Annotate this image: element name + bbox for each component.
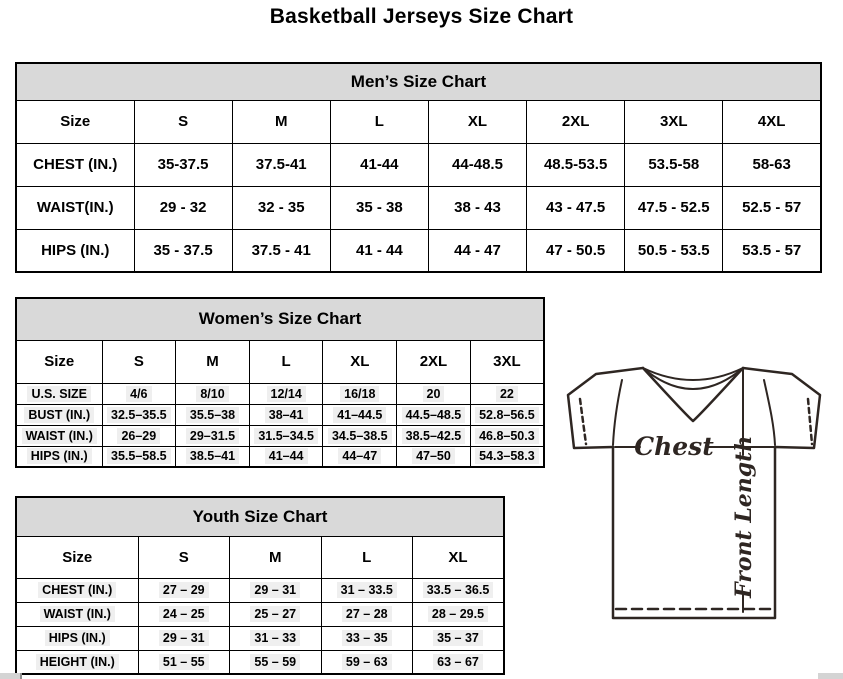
- size-value-cell: 22: [470, 383, 544, 404]
- size-value-cell: 31 – 33.5: [321, 578, 413, 602]
- size-value-cell: 38–41: [249, 404, 323, 425]
- size-value-cell: 59 – 63: [321, 650, 413, 674]
- chart-header-row: [16, 100, 821, 143]
- row-label: U.S. SIZE: [16, 383, 102, 404]
- chart-title-row: [16, 298, 544, 340]
- size-value-cell: 32 - 35: [232, 186, 330, 229]
- size-value-cell: 4/6: [102, 383, 176, 404]
- size-value-cell: 44–47: [323, 446, 397, 467]
- size-value-cell: 54.3–58.3: [470, 446, 544, 467]
- column-header: S: [134, 100, 232, 143]
- right-armhole-seam: [764, 380, 775, 445]
- size-value-cell: 26–29: [102, 425, 176, 446]
- size-value-cell: 37.5 - 41: [232, 229, 330, 272]
- chart-title-row: [16, 497, 504, 536]
- jersey-outline-drawing: [558, 358, 840, 626]
- size-value-cell: 38.5–42.5: [397, 425, 471, 446]
- size-value-cell: 50.5 - 53.5: [625, 229, 723, 272]
- row-label: HIPS (IN.): [16, 229, 134, 272]
- column-header: Size: [16, 100, 134, 143]
- size-value-cell: 28 – 29.5: [413, 602, 505, 626]
- size-value-cell: 41–44: [249, 446, 323, 467]
- size-value-cell: 47.5 - 52.5: [625, 186, 723, 229]
- front-length-label: Front Length: [731, 435, 757, 598]
- page-title: Basketball Jerseys Size Chart: [269, 5, 574, 28]
- chest-label: Chest: [634, 432, 714, 461]
- size-value-cell: 63 – 67: [413, 650, 505, 674]
- size-value-cell: 44.5–48.5: [397, 404, 471, 425]
- jersey-diagram: [558, 358, 840, 626]
- size-value-cell: 12/14: [249, 383, 323, 404]
- chart-title: Women’s Size Chart: [16, 298, 544, 340]
- size-value-cell: 31 – 33: [230, 626, 322, 650]
- chart-data-row: [16, 578, 504, 602]
- size-value-cell: 25 – 27: [230, 602, 322, 626]
- size-value-cell: 51 – 55: [138, 650, 230, 674]
- row-label: CHEST (IN.): [16, 143, 134, 186]
- left-armhole-seam: [613, 380, 622, 445]
- chart-data-row: [16, 383, 544, 404]
- row-label: HIPS (IN.): [16, 446, 102, 467]
- row-label: HIPS (IN.): [16, 626, 138, 650]
- column-header: Size: [16, 340, 102, 383]
- size-value-cell: 34.5–38.5: [323, 425, 397, 446]
- chart-data-row: [16, 186, 821, 229]
- size-value-cell: 41–44.5: [323, 404, 397, 425]
- size-value-cell: 33.5 – 36.5: [413, 578, 505, 602]
- column-header: 3XL: [470, 340, 544, 383]
- column-header: XL: [428, 100, 526, 143]
- chart-header-row: [16, 536, 504, 578]
- size-value-cell: 27 – 28: [321, 602, 413, 626]
- size-value-cell: 8/10: [176, 383, 250, 404]
- size-value-cell: 35 - 37.5: [134, 229, 232, 272]
- chart-data-row: [16, 404, 544, 425]
- size-value-cell: 29 – 31: [230, 578, 322, 602]
- row-label: BUST (IN.): [16, 404, 102, 425]
- size-value-cell: 44 - 47: [428, 229, 526, 272]
- column-header: M: [232, 100, 330, 143]
- youth-size-chart-table: [15, 496, 505, 675]
- left-sleeve-outline: [568, 368, 643, 448]
- column-header: 2XL: [527, 100, 625, 143]
- chart-data-row: [16, 602, 504, 626]
- column-header: XL: [323, 340, 397, 383]
- size-value-cell: 44-48.5: [428, 143, 526, 186]
- womens-size-chart-table: [15, 297, 545, 468]
- size-value-cell: 32.5–35.5: [102, 404, 176, 425]
- size-value-cell: 53.5-58: [625, 143, 723, 186]
- chart-data-row: [16, 143, 821, 186]
- size-value-cell: 24 – 25: [138, 602, 230, 626]
- row-label: HEIGHT (IN.): [16, 650, 138, 674]
- column-header: L: [249, 340, 323, 383]
- column-header: L: [330, 100, 428, 143]
- row-label: WAIST (IN.): [16, 425, 102, 446]
- size-value-cell: 35 - 38: [330, 186, 428, 229]
- size-value-cell: 41-44: [330, 143, 428, 186]
- size-value-cell: 48.5-53.5: [527, 143, 625, 186]
- chart-title: Youth Size Chart: [16, 497, 504, 536]
- size-value-cell: 52.8–56.5: [470, 404, 544, 425]
- size-value-cell: 35.5–58.5: [102, 446, 176, 467]
- size-value-cell: 16/18: [323, 383, 397, 404]
- size-value-cell: 52.5 - 57: [723, 186, 821, 229]
- column-header: S: [138, 536, 230, 578]
- row-label: CHEST (IN.): [16, 578, 138, 602]
- mens-size-chart-table: [15, 62, 822, 273]
- size-value-cell: 35.5–38: [176, 404, 250, 425]
- size-value-cell: 58-63: [723, 143, 821, 186]
- column-header: Size: [16, 536, 138, 578]
- column-header: M: [230, 536, 322, 578]
- left-cuff-dashed-seam: [580, 399, 586, 444]
- chart-data-row: [16, 650, 504, 674]
- chart-data-row: [16, 626, 504, 650]
- size-value-cell: 53.5 - 57: [723, 229, 821, 272]
- size-value-cell: 31.5–34.5: [249, 425, 323, 446]
- horizontal-scrollbar-fragment-right[interactable]: [818, 673, 843, 679]
- chart-data-row: [16, 446, 544, 467]
- size-value-cell: 41 - 44: [330, 229, 428, 272]
- size-value-cell: 43 - 47.5: [527, 186, 625, 229]
- size-value-cell: 46.8–50.3: [470, 425, 544, 446]
- size-value-cell: 35 – 37: [413, 626, 505, 650]
- size-value-cell: 20: [397, 383, 471, 404]
- chart-title-row: [16, 63, 821, 100]
- size-value-cell: 27 – 29: [138, 578, 230, 602]
- size-value-cell: 47–50: [397, 446, 471, 467]
- right-cuff-dashed-seam: [808, 399, 812, 444]
- size-value-cell: 37.5-41: [232, 143, 330, 186]
- chart-title: Men’s Size Chart: [16, 63, 821, 100]
- column-header: S: [102, 340, 176, 383]
- size-value-cell: 47 - 50.5: [527, 229, 625, 272]
- chart-header-row: [16, 340, 544, 383]
- row-label: WAIST(IN.): [16, 186, 134, 229]
- size-value-cell: 35-37.5: [134, 143, 232, 186]
- column-header: M: [176, 340, 250, 383]
- row-label: WAIST (IN.): [16, 602, 138, 626]
- size-value-cell: 29 - 32: [134, 186, 232, 229]
- size-value-cell: 29 – 31: [138, 626, 230, 650]
- column-header: XL: [413, 536, 505, 578]
- column-header: 4XL: [723, 100, 821, 143]
- column-header: L: [321, 536, 413, 578]
- size-value-cell: 33 – 35: [321, 626, 413, 650]
- size-value-cell: 29–31.5: [176, 425, 250, 446]
- horizontal-scrollbar-fragment-left[interactable]: [0, 673, 22, 679]
- collar-v-outline: [643, 368, 743, 421]
- size-value-cell: 55 – 59: [230, 650, 322, 674]
- column-header: 3XL: [625, 100, 723, 143]
- chart-data-row: [16, 425, 544, 446]
- size-value-cell: 38.5–41: [176, 446, 250, 467]
- chart-data-row: [16, 229, 821, 272]
- size-value-cell: 38 - 43: [428, 186, 526, 229]
- column-header: 2XL: [397, 340, 471, 383]
